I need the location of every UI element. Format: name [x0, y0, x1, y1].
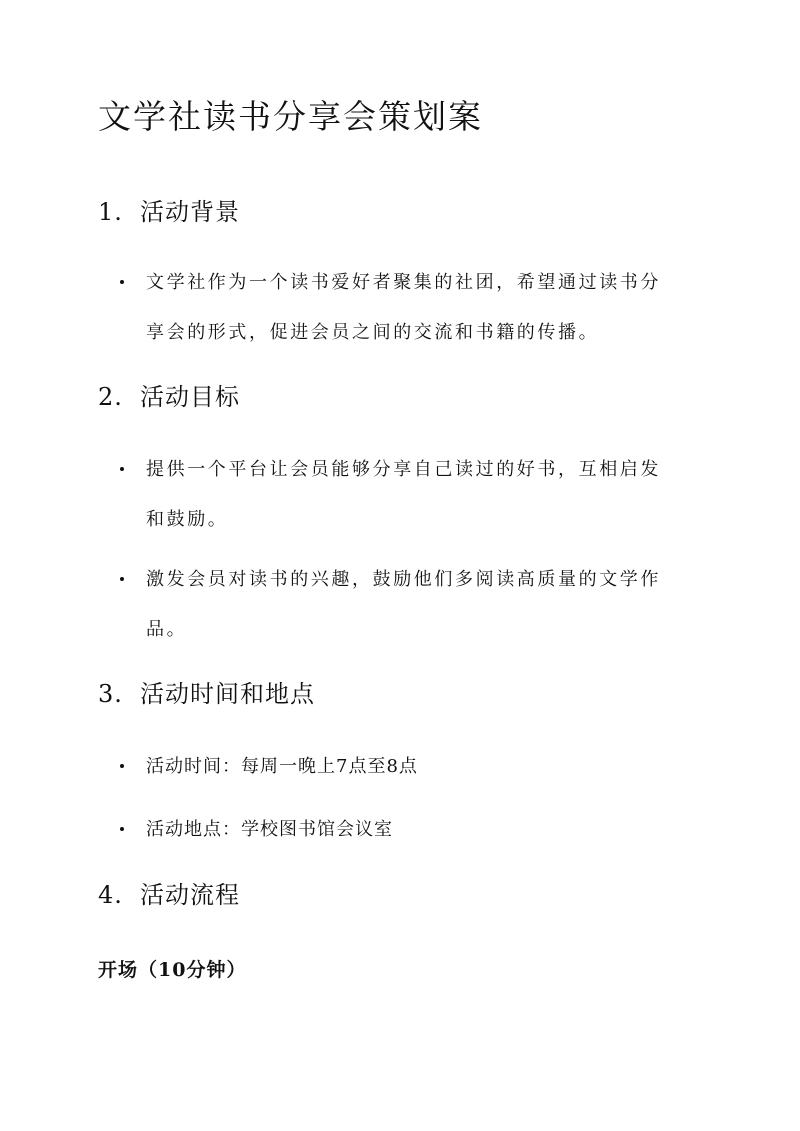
bullet-dot-icon	[120, 764, 124, 768]
section-number: 2.	[98, 383, 123, 411]
process-subheading: 开场（10分钟）	[98, 959, 247, 981]
section-heading-process	[98, 877, 240, 913]
bullet-text: 活动时间：每周一晚上7点至8点	[146, 756, 418, 777]
bullet-item	[120, 445, 680, 545]
section-heading-background	[98, 194, 240, 230]
section-number: 4.	[98, 881, 123, 909]
section-title: 活动流程	[140, 881, 240, 909]
section-heading-goals	[98, 379, 240, 415]
bullet-item	[120, 555, 680, 655]
bullet-text: 活动地点：学校图书馆会议室	[146, 819, 393, 840]
section-title: 活动时间和地点	[140, 680, 315, 708]
bullet-item	[120, 258, 680, 358]
section-heading-time-place	[98, 676, 315, 712]
bullet-text: 文学社作为一个读书爱好者聚集的社团，希望通过读书分享会的形式，促进会员之间的交流和书籍的传播。	[146, 272, 661, 343]
bullet-dot-icon	[120, 827, 124, 831]
section-title: 活动背景	[140, 198, 240, 226]
section-number: 1.	[98, 198, 123, 226]
section-title: 活动目标	[140, 383, 240, 411]
document-title: 文学社读书分享会策划案	[98, 97, 483, 136]
bullet-dot-icon	[120, 467, 124, 471]
bullet-text: 提供一个平台让会员能够分享自己读过的好书，互相启发和鼓励。	[146, 459, 661, 530]
bullet-item	[120, 805, 680, 855]
bullet-dot-icon	[120, 280, 124, 284]
bullet-dot-icon	[120, 577, 124, 581]
bullet-text: 激发会员对读书的兴趣，鼓励他们多阅读高质量的文学作品。	[146, 569, 661, 640]
bullet-item	[120, 742, 680, 792]
section-number: 3.	[98, 680, 123, 708]
